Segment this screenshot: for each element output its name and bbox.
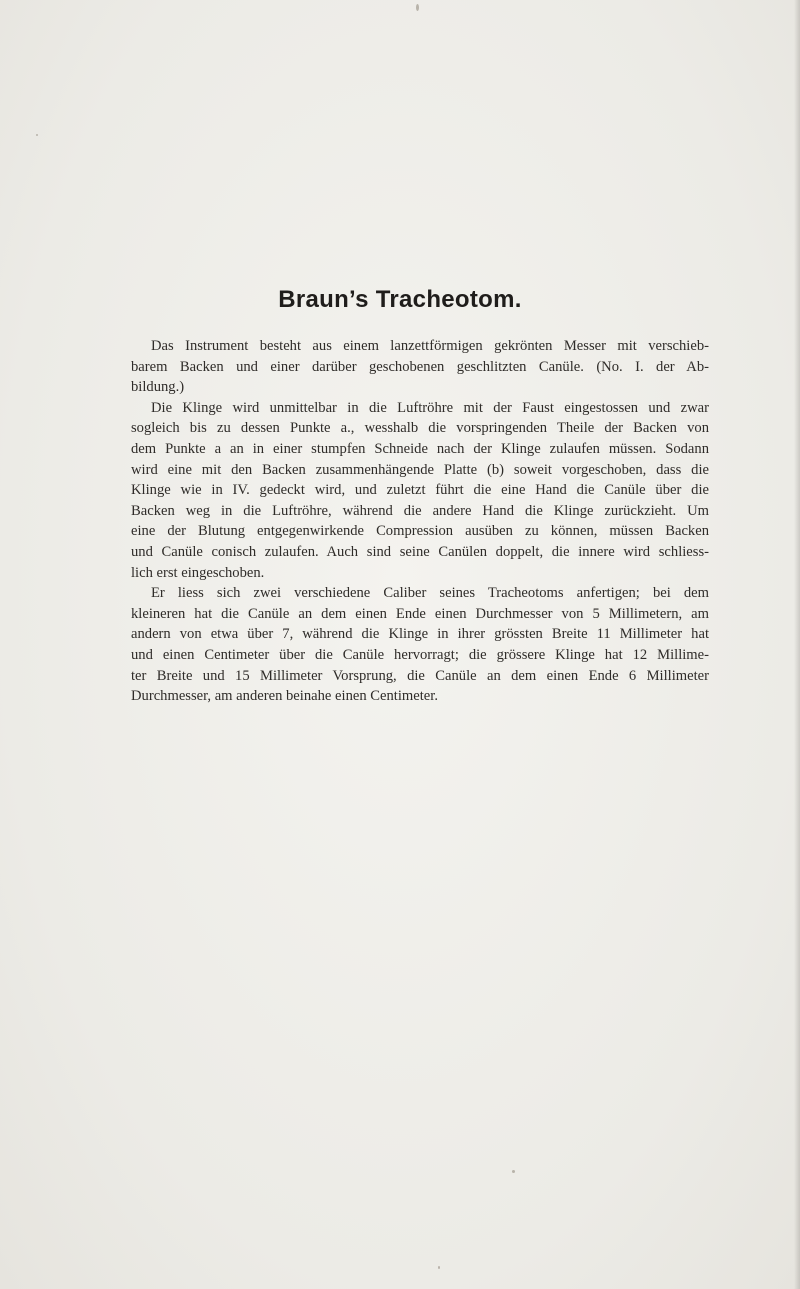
text-line: eine der Blutung entgegenwirkende Compression ausüben zu können, müssen Backen <box>131 523 709 540</box>
text-line: barem Backen und einer darüber geschobenen geschlitzten Canüle. (No. I. der Ab- <box>131 358 709 375</box>
paper-speck <box>36 134 38 136</box>
body-text <box>131 336 709 707</box>
text-line: Die Klinge wird unmittelbar in die Luftröhre mit der Faust eingestossen und zwar <box>151 399 709 416</box>
text-line: Er liess sich zwei verschiedene Caliber seines Tracheotoms anfertigen; bei dem <box>151 585 709 602</box>
text-line: Das Instrument besteht aus einem lanzettförmigen gekrönten Messer mit verschieb- <box>151 338 709 354</box>
page-title: Braun’s Tracheotom. <box>278 286 522 314</box>
text-line: kleineren hat die Canüle an dem einen Ende einen Durchmesser von 5 Millimetern, am <box>131 605 709 622</box>
text-line: andern von etwa über 7, während die Klinge in ihrer grössten Breite 11 Millimeter hat <box>131 626 709 643</box>
text-line: und einen Centimeter über die Canüle hervorragt; die grössere Klinge hat 12 Millime- <box>131 646 709 663</box>
text-line: lich erst eingeschoben. <box>131 564 265 581</box>
text-line: Backen weg in die Luftröhre, während die andere Hand die Klinge zurückzieht. Um <box>131 502 709 519</box>
text-line: Durchmesser, am anderen beinahe einen Centimeter. <box>131 688 438 705</box>
text-line: sogleich bis zu dessen Punkte a., wesshalb die vorspringenden Theile der Backen von <box>131 420 709 437</box>
paper-speck <box>438 1266 440 1269</box>
paper-speck <box>512 1170 515 1173</box>
text-line: ter Breite und 15 Millimeter Vorsprung, die Canüle an dem einen Ende 6 Millimeter <box>131 667 709 684</box>
page-edge-shadow <box>794 0 800 1289</box>
text-line: dem Punkte a an in einer stumpfen Schneide nach der Klinge zulaufen müssen. Sodann <box>131 440 709 457</box>
text-line: und Canüle conisch zulaufen. Auch sind seine Canülen doppelt, die innere wird schliess- <box>131 543 709 560</box>
paper-speck <box>416 4 419 11</box>
text-line: Klinge wie in IV. gedeckt wird, und zuletzt führt die eine Hand die Canüle über die <box>131 482 709 499</box>
text-line: bildung.) <box>131 379 185 396</box>
text-line: wird eine mit den Backen zusammenhängende Platte (b) soweit vorgeschoben, dass die <box>131 461 709 478</box>
